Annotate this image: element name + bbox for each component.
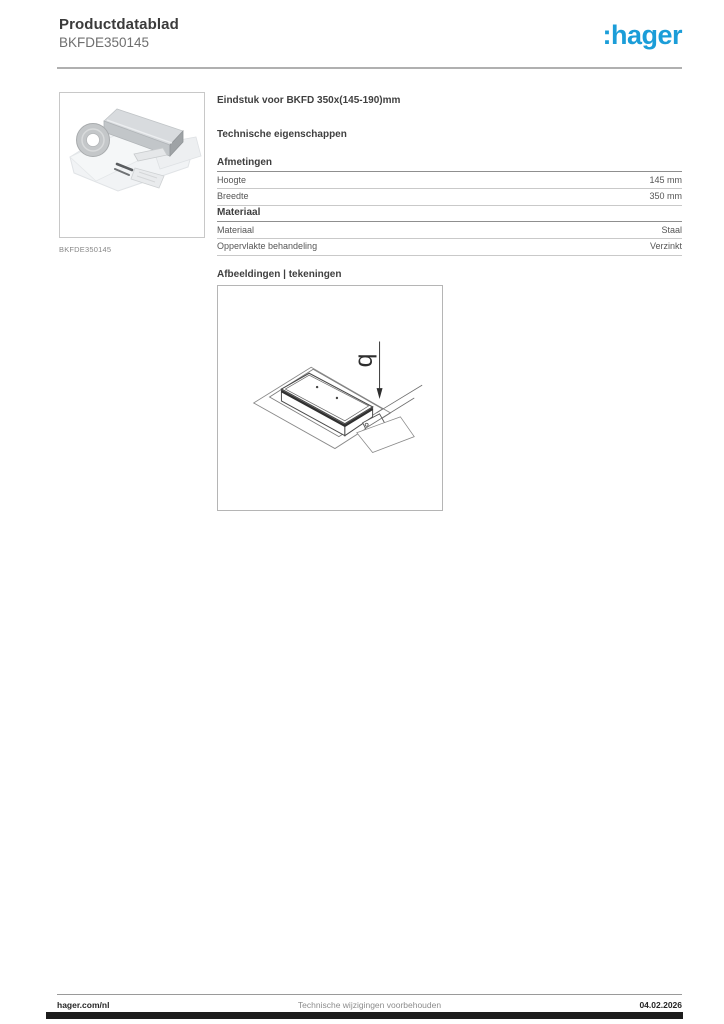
footer <box>57 1000 682 1010</box>
spec-row-breedte <box>217 189 682 206</box>
technical-drawing-image <box>218 286 442 510</box>
hager-logo: :hager <box>602 20 682 50</box>
tech-properties-heading: Technische eigenschappen <box>217 129 347 140</box>
spec-section-afmetingen <box>217 157 682 206</box>
document-type-title: Productdatablad <box>59 16 179 33</box>
footer-date: 04.02.2026 <box>639 1000 682 1010</box>
header-divider <box>57 67 682 69</box>
footer-website-link[interactable]: hager.com/nl <box>57 1000 110 1010</box>
product-reference: BKFDE350145 <box>59 35 150 50</box>
spec-label: Materiaal <box>217 224 255 235</box>
drawings-heading: Afbeeldingen | tekeningen <box>217 269 342 280</box>
spec-section-heading: Materiaal <box>217 207 682 222</box>
product-title: Eindstuk voor BKFD 350x(145-190)mm <box>217 95 401 106</box>
spec-row-oppervlakte <box>217 239 682 256</box>
spec-value: Staal <box>661 224 682 235</box>
spec-label: Breedte <box>217 191 249 202</box>
spec-value: 350 mm <box>649 191 682 202</box>
spec-label: Hoogte <box>217 174 247 185</box>
spec-row-materiaal <box>217 222 682 239</box>
footer-black-bar <box>46 1012 683 1019</box>
product-photo-image <box>60 93 204 237</box>
footer-notice: Technische wijzigingen voorbehouden <box>297 1000 442 1010</box>
footer-divider <box>57 994 682 995</box>
spec-label: Oppervlakte behandeling <box>217 241 318 252</box>
technical-drawing <box>217 285 443 511</box>
spec-value: Verzinkt <box>649 241 682 252</box>
product-photo <box>59 92 205 238</box>
dimension-label-b: b <box>352 353 381 368</box>
product-photo-caption: BKFDE350145 <box>59 245 112 254</box>
spec-value: 145 mm <box>649 174 682 185</box>
spec-section-heading: Afmetingen <box>217 157 682 172</box>
spec-section-materiaal <box>217 207 682 256</box>
spec-row-hoogte <box>217 172 682 189</box>
